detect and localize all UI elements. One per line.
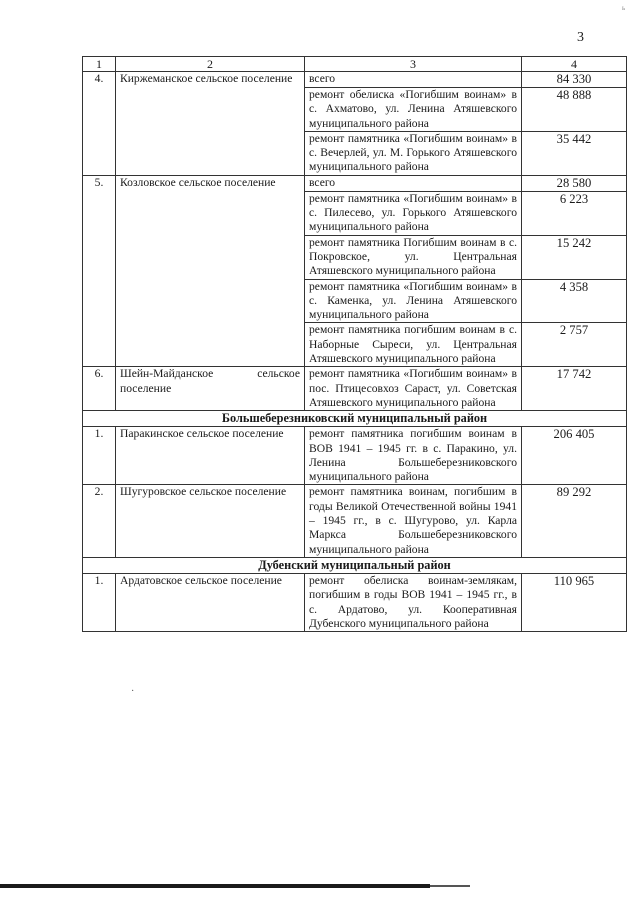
settlement-name: Ардатовское сельское поселение bbox=[116, 573, 305, 631]
work-description: ремонт памятника погибшим воинам в с. Наборные Сыреси, ул. Центральная Атяшевского муниципального района bbox=[305, 323, 522, 367]
amount: 89 292 bbox=[522, 485, 627, 557]
section-row bbox=[83, 557, 627, 573]
amount: 2 757 bbox=[522, 323, 627, 367]
work-description: ремонт памятника Погибшим воинам в с. Покровское, ул. Центральная Атяшевского муниципального района bbox=[305, 235, 522, 279]
amount: 4 358 bbox=[522, 279, 627, 323]
table-row bbox=[83, 367, 627, 411]
funding-table-body bbox=[83, 57, 627, 632]
work-description: ремонт памятника воинам, погибшим в годы Великой Отечественной войны 1941 – 1945 гг., в с. Шугурово, ул. Карла Маркса Большеберезниковского муниципального района bbox=[305, 485, 522, 557]
settlement-name: Киржеманское сельское поселение bbox=[116, 72, 305, 176]
work-description: ремонт обелиска «Погибшим воинам» в с. Ахматово, ул. Ленина Атяшевского муниципального района bbox=[305, 88, 522, 132]
section-row bbox=[83, 411, 627, 427]
table-header-row bbox=[83, 57, 627, 72]
work-description: всего bbox=[305, 175, 522, 191]
settlement-name: Шейн-Майданское сельское поселение bbox=[116, 367, 305, 411]
settlement-name: Козловское сельское поселение bbox=[116, 175, 305, 367]
amount: 110 965 bbox=[522, 573, 627, 631]
header-col-4: 4 bbox=[522, 57, 627, 72]
work-description: ремонт обелиска воинам-землякам, погибшим в годы ВОВ 1941 – 1945 гг., в с. Ардатово, ул. Кооперативная Дубенского муниципального района bbox=[305, 573, 522, 631]
amount: 28 580 bbox=[522, 175, 627, 191]
header-col-2: 2 bbox=[116, 57, 305, 72]
table-row bbox=[83, 573, 627, 631]
table-row bbox=[83, 175, 627, 191]
amount: 15 242 bbox=[522, 235, 627, 279]
row-number: 1. bbox=[83, 427, 116, 485]
header-col-1: 1 bbox=[83, 57, 116, 72]
table-row bbox=[83, 427, 627, 485]
work-description: ремонт памятника погибшим воинам в ВОВ 1941 – 1945 гг. в с. Паракино, ул. Ленина Большеберезниковского муниципального района bbox=[305, 427, 522, 485]
settlement-name: Паракинское сельское поселение bbox=[116, 427, 305, 485]
amount: 35 442 bbox=[522, 131, 627, 175]
page-number: 3 bbox=[577, 30, 584, 45]
scan-speck: · bbox=[131, 686, 135, 697]
table-row bbox=[83, 485, 627, 557]
scan-edge-bar bbox=[0, 884, 430, 888]
table-row bbox=[83, 72, 627, 88]
row-number: 5. bbox=[83, 175, 116, 367]
row-number: 2. bbox=[83, 485, 116, 557]
header-col-3: 3 bbox=[305, 57, 522, 72]
amount: 17 742 bbox=[522, 367, 627, 411]
scan-edge-bar-tail bbox=[430, 885, 470, 887]
amount: 206 405 bbox=[522, 427, 627, 485]
amount: 84 330 bbox=[522, 72, 627, 88]
work-description: ремонт памятника «Погибшим воинам» в с. Вечерлей, ул. М. Горького Атяшевского муниципального района bbox=[305, 131, 522, 175]
work-description: ремонт памятника «Погибшим воинам» в с. Пилесево, ул. Горького Атяшевского муниципального района bbox=[305, 191, 522, 235]
corner-mark: ь bbox=[622, 4, 626, 12]
row-number: 1. bbox=[83, 573, 116, 631]
work-description: ремонт памятника «Погибшим воинам» в с. Каменка, ул. Ленина Атяшевского муниципального района bbox=[305, 279, 522, 323]
section-title: Большеберезниковский муниципальный район bbox=[83, 411, 627, 427]
amount: 48 888 bbox=[522, 88, 627, 132]
row-number: 6. bbox=[83, 367, 116, 411]
work-description: ремонт памятника «Погибшим воинам» в пос. Птицесовхоз Сараст, ул. Советская Атяшевского муниципального района bbox=[305, 367, 522, 411]
row-number: 4. bbox=[83, 72, 116, 176]
amount: 6 223 bbox=[522, 191, 627, 235]
section-title: Дубенский муниципальный район bbox=[83, 557, 627, 573]
funding-table bbox=[82, 56, 627, 632]
work-description: всего bbox=[305, 72, 522, 88]
settlement-name: Шугуровское сельское поселение bbox=[116, 485, 305, 557]
